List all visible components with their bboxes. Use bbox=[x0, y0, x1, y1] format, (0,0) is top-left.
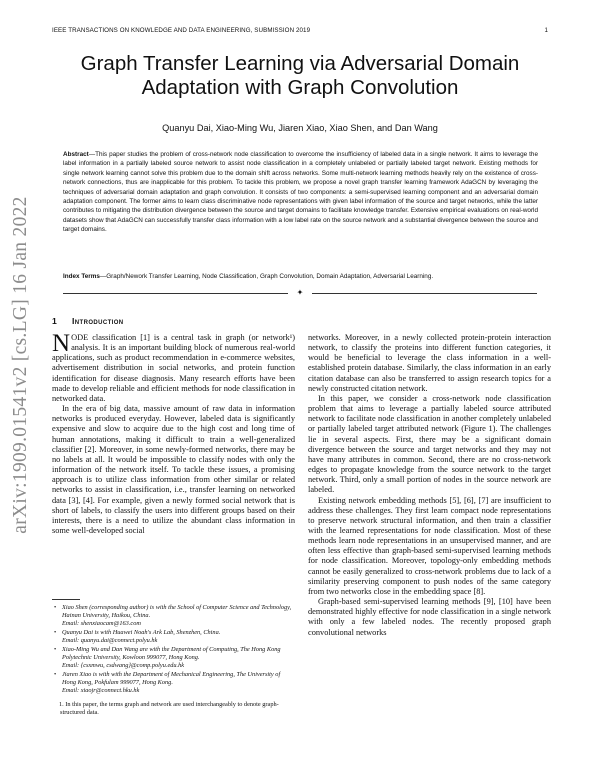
running-header bbox=[52, 27, 548, 34]
intro-paragraph-1 bbox=[52, 330, 295, 404]
section-heading bbox=[52, 316, 124, 326]
affiliation-text: Jiaren Xiao is with with the Department of Mechanical Engineering, The University of Hong Kong, Pokfulam 999077, Hong Kong. bbox=[62, 671, 281, 686]
title-line-2: Adaptation with Graph Convolution bbox=[141, 76, 459, 99]
affiliation-text: Xiao Shen (corresponding author) is with the School of Computer Science and Technology, Hainan University, Haikou, China. bbox=[62, 604, 292, 619]
right-paragraph-1: networks. Moreover, in a newly collected protein-protein interaction network, to classify the proteins into different function categories, it would be beneficial to leverage the class information in a well-established protein database. Similarly, the class information in an early citation database can also be transferred to assign research topics for a newly constructed citation network. bbox=[308, 333, 551, 393]
affiliation-footnote bbox=[52, 646, 295, 670]
bullet-icon: • bbox=[54, 671, 57, 678]
index-terms bbox=[63, 272, 538, 281]
right-paragraph-4: Graph-based semi-supervised learning methods [9], [10] have been demonstrated highly effective for node classification in a single network with only a few labeled nodes. The recently proposed graph convolutional networks bbox=[308, 597, 551, 637]
affiliation-email: Email: {csxmwu, csdwang}@comp.polyu.edu.hk bbox=[62, 662, 185, 669]
footnote-1: 1. In this paper, the terms graph and network are used interchangeably to denote graph-structured data. bbox=[59, 701, 279, 716]
right-column bbox=[308, 333, 551, 638]
bullet-icon: • bbox=[54, 646, 57, 653]
affiliation-email: Email: xiaojr@connect.hku.hk bbox=[62, 687, 140, 694]
first-word-rest: ODE bbox=[71, 333, 89, 342]
paper-title bbox=[40, 52, 560, 100]
arxiv-identifier: arXiv:1909.01541v2 [cs.LG] 16 Jan 2022 bbox=[10, 196, 31, 534]
affiliation-email: Email: shenxiaocam@163.com bbox=[62, 620, 141, 627]
right-paragraph-3: Existing network embedding methods [5], [6], [7] are insufficient to address these challenges. They first learn compact node representations to preserve network structural information, and then train a classifier with the learned representations for node classification. Most of these methods learn node representations in an unsupervised manner, and are often less effective than graph-based semi-supervised learning methods for node classification. Moreover, topology-only embedding methods cannot be easily generalized to cross-network problems due to lack of a similarity preserving component to push nodes of the same category from two networks close in the embedding space [8]. bbox=[308, 495, 551, 596]
left-column bbox=[52, 330, 295, 536]
affiliation-footnote bbox=[52, 604, 295, 628]
arxiv-stamp bbox=[6, 135, 36, 595]
affiliation-text: Xiao-Ming Wu and Dan Wang are with the Department of Computing, The Hong Kong Polytechnic University, Kowloon 999077, Hong Kong. bbox=[62, 646, 281, 661]
affiliation-email: Email: quanyu.dai@connect.polyu.hk bbox=[62, 637, 158, 644]
intro-paragraph-2: In the era of big data, massive amount of raw data in information networks is produced everyday. However, labeled data is significantly expensive and slow to acquire due to the high cost and long time of human annotations, making it difficult to train a well-generalized classifier [2]. Moreover, in some newly-formed networks, there may be no labels at all. It would be impossible to classify nodes with only the information of the network itself. To tackle these issues, a promising approach is to utilize class information from other similar or related networks to assist in classification, i.e., transfer learning on networked data [3], [4]. For example, given a newly formed social network that is short of labels, to classify the users into different groups based on their interests, there is a need to utilize the abundant class information in some well-developed social bbox=[52, 404, 295, 535]
title-line-1: Graph Transfer Learning via Adversarial Domain bbox=[80, 52, 520, 75]
section-number: 1 bbox=[52, 316, 58, 326]
divider-line-left bbox=[63, 293, 288, 294]
abstract-label: Abstract bbox=[63, 151, 89, 158]
affiliation-footnote bbox=[52, 629, 295, 645]
bullet-icon: • bbox=[54, 604, 57, 611]
abstract bbox=[63, 150, 538, 235]
affiliation-footnote bbox=[52, 671, 295, 695]
footnote-rule bbox=[52, 599, 80, 600]
bullet-icon: • bbox=[54, 629, 57, 636]
section-title: Introduction bbox=[72, 316, 124, 326]
footnotes bbox=[52, 604, 295, 717]
page-number: 1 bbox=[544, 27, 548, 34]
intro-paragraph-1-text: classification [1] is a central task in graph (or network¹) analysis. It is an important building block of numerous real-world applications, such as product recommendation in e-commerce websites, advertisement distribution in social networks, and protein function identification for disease diagnosis. Many research efforts have been made to develop reliable and efficient methods for node classification in networked data. bbox=[52, 333, 295, 403]
journal-name: IEEE TRANSACTIONS ON KNOWLEDGE AND DATA ENGINEERING, SUBMISSION 2019 bbox=[52, 27, 311, 34]
index-terms-text: —Graph/Nework Transfer Learning, Node Classification, Graph Convolution, Domain Adaptation, Adversarial Learning. bbox=[99, 273, 434, 280]
divider-line-right bbox=[312, 293, 537, 294]
right-paragraph-2: In this paper, we consider a cross-network node classification problem that aims to leverage a partially labeled source attributed network to facilitate node classification in another completely unlabeled or partially labeled target attributed network (Figure 1). The challenges lie in several aspects. First, there may be a significant domain divergence between the source and target networks and they may not have many attributes in common. Second, there are no cross-network edges to propagate knowledge from the source network to the target network. Third, only a small portion of nodes in the source network are labeled. bbox=[308, 393, 551, 495]
drop-cap: N bbox=[52, 330, 71, 357]
author-list: Quanyu Dai, Xiao-Ming Wu, Jiaren Xiao, Xiao Shen, and Dan Wang bbox=[162, 123, 438, 133]
affiliation-text: Quanyu Dai is with Huawei Noah's Ark Lab, Shenzhen, China. bbox=[62, 629, 221, 636]
divider-diamond-icon: ✦ bbox=[296, 288, 304, 297]
index-terms-label: Index Terms bbox=[63, 273, 100, 280]
abstract-text: —This paper studies the problem of cross-network node classification to overcome the insufficiency of labeled data in a single network. It aims to leverage the label information in a partially labeled source network to assist node classification in a completely unlabeled or partially labeled target network. Existing methods for single network learning cannot solve this problem due to the domain shift across networks. Some multi-network learning methods heavily rely on the existence of cross-network connections, thus are inapplicable for this problem. To tackle this problem, we propose a novel graph transfer learning framework AdaGCN by leveraging the techniques of adversarial domain adaptation and graph convolution. It consists of two components: a semi-supervised learning component and an adversarial domain adaptation component. The former aims to learn class discriminative node representations with given label information of the source and target networks, while the latter contributes to mitigating the distribution divergence between the source and target domains to facilitate knowledge transfer. Extensive empirical evaluations on real-world datasets show that AdaGCN can successfully transfer class information with a low label rate on the source network and a substantial divergence between the source and target domains. bbox=[63, 151, 538, 234]
